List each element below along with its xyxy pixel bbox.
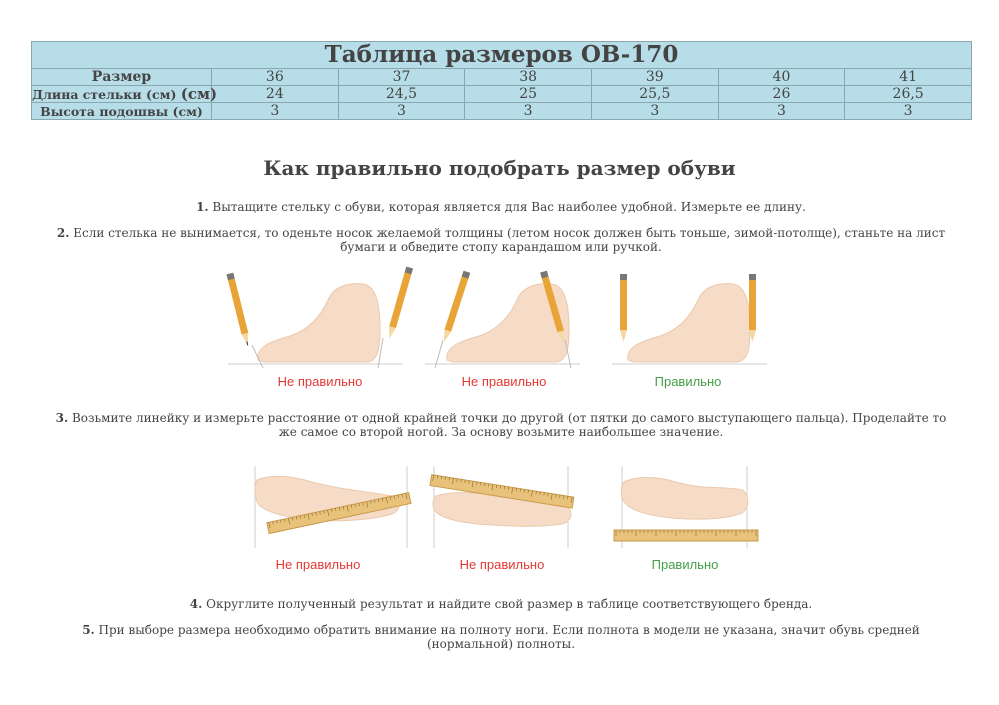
table-cell: 3 xyxy=(591,103,718,120)
table-cell: 3 xyxy=(338,103,465,120)
row-label-sole-height: Высота подошвы (см) xyxy=(32,103,212,120)
table-cell: 38 xyxy=(465,69,592,86)
table-cell: 39 xyxy=(591,69,718,86)
step-1: 1. Вытащите стельку с обуви, которая является для Вас наиболее удобной. Измерьте ее длину. xyxy=(196,200,806,214)
step-2: 2. Если стелька не вынимается, то оденьте носок желаемой толщины (летом носок должен быть тоньше, зимой-потолще), станьте на лист бумаги и обведите стопу карандашом или ручкой. xyxy=(56,226,946,254)
table-row xyxy=(32,103,972,120)
table-cell: 3 xyxy=(845,103,972,120)
guide-title: Как правильно подобрать размер обуви xyxy=(263,156,736,180)
ruler-figure-right xyxy=(612,466,762,551)
pencil-caption-wrong-2: Не правильно xyxy=(461,374,547,389)
table-row xyxy=(32,86,972,103)
step-5: 5. При выборе размера необходимо обратить внимание на полноту ноги. Если полнота в модели не указана, значит обувь средней (нормальной) полноты. xyxy=(82,623,920,651)
table-cell: 36 xyxy=(212,69,339,86)
table-cell: 41 xyxy=(845,69,972,86)
pencil-figure-wrong-1 xyxy=(228,270,403,370)
ruler-caption-right: Правильно xyxy=(651,557,719,572)
table-cell: 3 xyxy=(212,103,339,120)
ruler-figure-wrong-2 xyxy=(428,466,578,551)
step-3: 3. Возьмите линейку и измерьте расстояние от одной крайней точки до другой (от пятки до самого выступающего пальца). Проделайте то же самое со второй ногой. За основу возьмите наибольшее значение. xyxy=(55,411,947,439)
ruler-figure-wrong-1 xyxy=(252,466,412,551)
size-table-title: Таблица размеров OB-170 xyxy=(32,42,972,69)
table-cell: 37 xyxy=(338,69,465,86)
pencil-figure-wrong-2 xyxy=(425,270,580,370)
pencil-caption-wrong-1: Не правильно xyxy=(277,374,363,389)
pencil-caption-right: Правильно xyxy=(654,374,722,389)
table-cell: 26 xyxy=(718,86,845,103)
step-4: 4. Округлите полученный результат и найдите свой размер в таблице соответствующего бренда. xyxy=(189,597,813,611)
table-row xyxy=(32,69,972,86)
pencil-figure-right xyxy=(612,270,767,370)
row-label-insole-length: Длина стельки (см) (см) xyxy=(32,84,218,103)
table-cell: 3 xyxy=(465,103,592,120)
ruler-caption-wrong-2: Не правильно xyxy=(459,557,545,572)
table-cell: 40 xyxy=(718,69,845,86)
row-label-size: Размер xyxy=(32,69,212,86)
table-cell: 25,5 xyxy=(591,86,718,103)
table-cell: 3 xyxy=(718,103,845,120)
table-cell: 24,5 xyxy=(338,86,465,103)
size-table xyxy=(31,41,972,120)
table-cell: 26,5 xyxy=(845,86,972,103)
table-cell: 25 xyxy=(465,86,592,103)
table-cell: 24 xyxy=(212,86,339,103)
ruler-caption-wrong-1: Не правильно xyxy=(275,557,361,572)
